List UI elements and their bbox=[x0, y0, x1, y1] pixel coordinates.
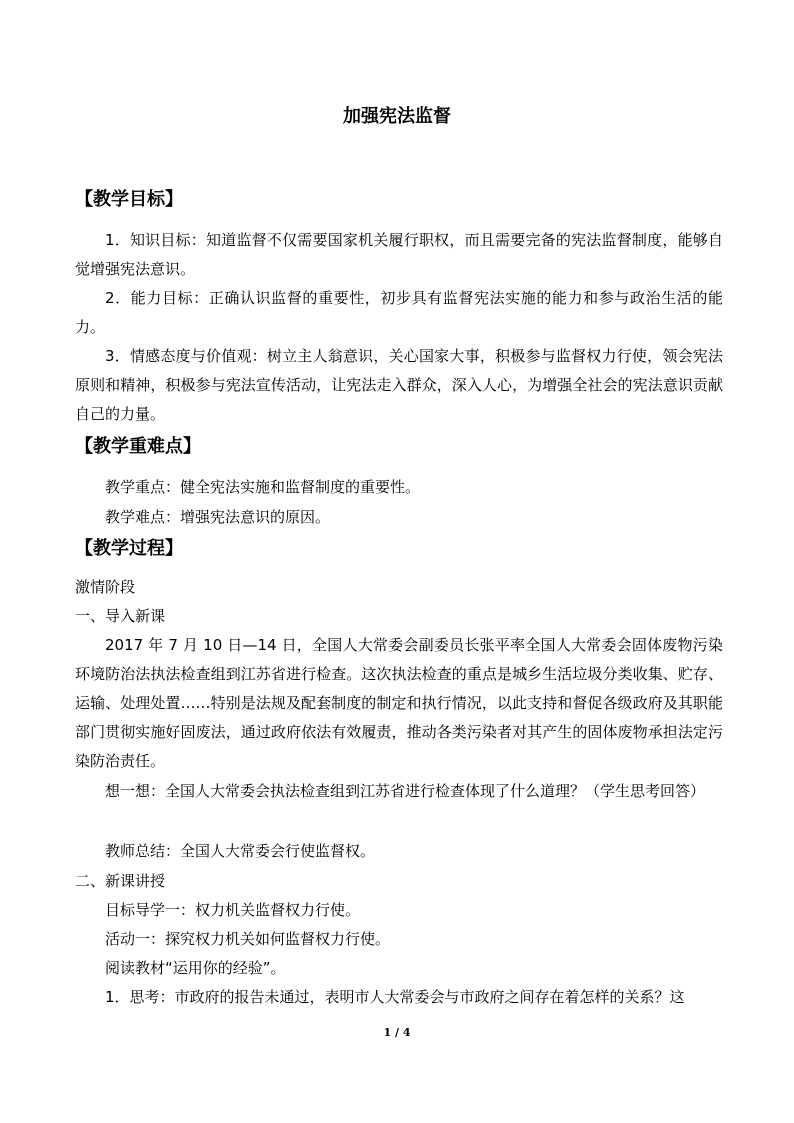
stage-label: 激情阶段 bbox=[75, 578, 136, 596]
goal-values: 3．情感态度与价值观：树立主人翁意识，关心国家大事，积极参与监督权力行使，领会宪法原则和精神，积极参与宪法宣传活动，让宪法走入群众，深入人心，为增强全社会的宪法意识贡献自己的力量。 bbox=[75, 347, 723, 423]
difficult-point: 教学难点：增强宪法意识的原因。 bbox=[105, 508, 331, 526]
document-title: 加强宪法监督 bbox=[343, 106, 451, 127]
goal-guide: 目标导学一：权力机关监督权力行使。 bbox=[105, 901, 361, 919]
page-number: 1 / 4 bbox=[383, 1026, 411, 1039]
reading-instruction: 阅读教材“运用你的经验”。 bbox=[105, 959, 286, 977]
goal-knowledge: 1．知识目标：知道监督不仅需要国家机关履行职权，而且需要完备的宪法监督制度，能够自觉增强宪法意识。 bbox=[75, 231, 723, 278]
think-paragraph: 想一想：全国人大常委会执法检查组到江苏省进行检查体现了什么道理？（学生思考回答） bbox=[105, 782, 706, 800]
intro-paragraph: 2017 年 7 月 10 日—14 日，全国人大常委会副委员长张平率全国人大常委会固体废物污染环境防治法执法检查组到江苏省进行检查。这次执法检查的重点是城乡生活垃圾分类收集、贮存、运输、处理处置……特别是法规及配套制度的制定和执行情况，以此支持和督促各级政府及其职能部门贯彻实施好固废法，通过政府依法有效履责，推动各类污染者对其产生的固体废物承担法定污染防治责任。 bbox=[75, 636, 723, 770]
goal-ability: 2．能力目标：正确认识监督的重要性，初步具有监督宪法实施的能力和参与政治生活的能力。 bbox=[75, 289, 723, 336]
question-one: 1．思考：市政府的报告未通过，表明市人大常委会与市政府之间存在着怎样的关系？这 bbox=[105, 988, 685, 1006]
part-two-heading: 二、新课讲授 bbox=[75, 872, 166, 890]
section-heading-key-points: 【教学重难点】 bbox=[75, 436, 201, 457]
teacher-summary: 教师总结：全国人大常委会行使监督权。 bbox=[105, 842, 376, 860]
activity-one: 活动一：探究权力机关如何监督权力行使。 bbox=[105, 930, 391, 948]
part-one-heading: 一、导入新课 bbox=[75, 607, 166, 625]
key-point: 教学重点：健全宪法实施和监督制度的重要性。 bbox=[105, 478, 421, 496]
section-heading-goals: 【教学目标】 bbox=[75, 189, 183, 210]
section-heading-process: 【教学过程】 bbox=[75, 538, 183, 559]
